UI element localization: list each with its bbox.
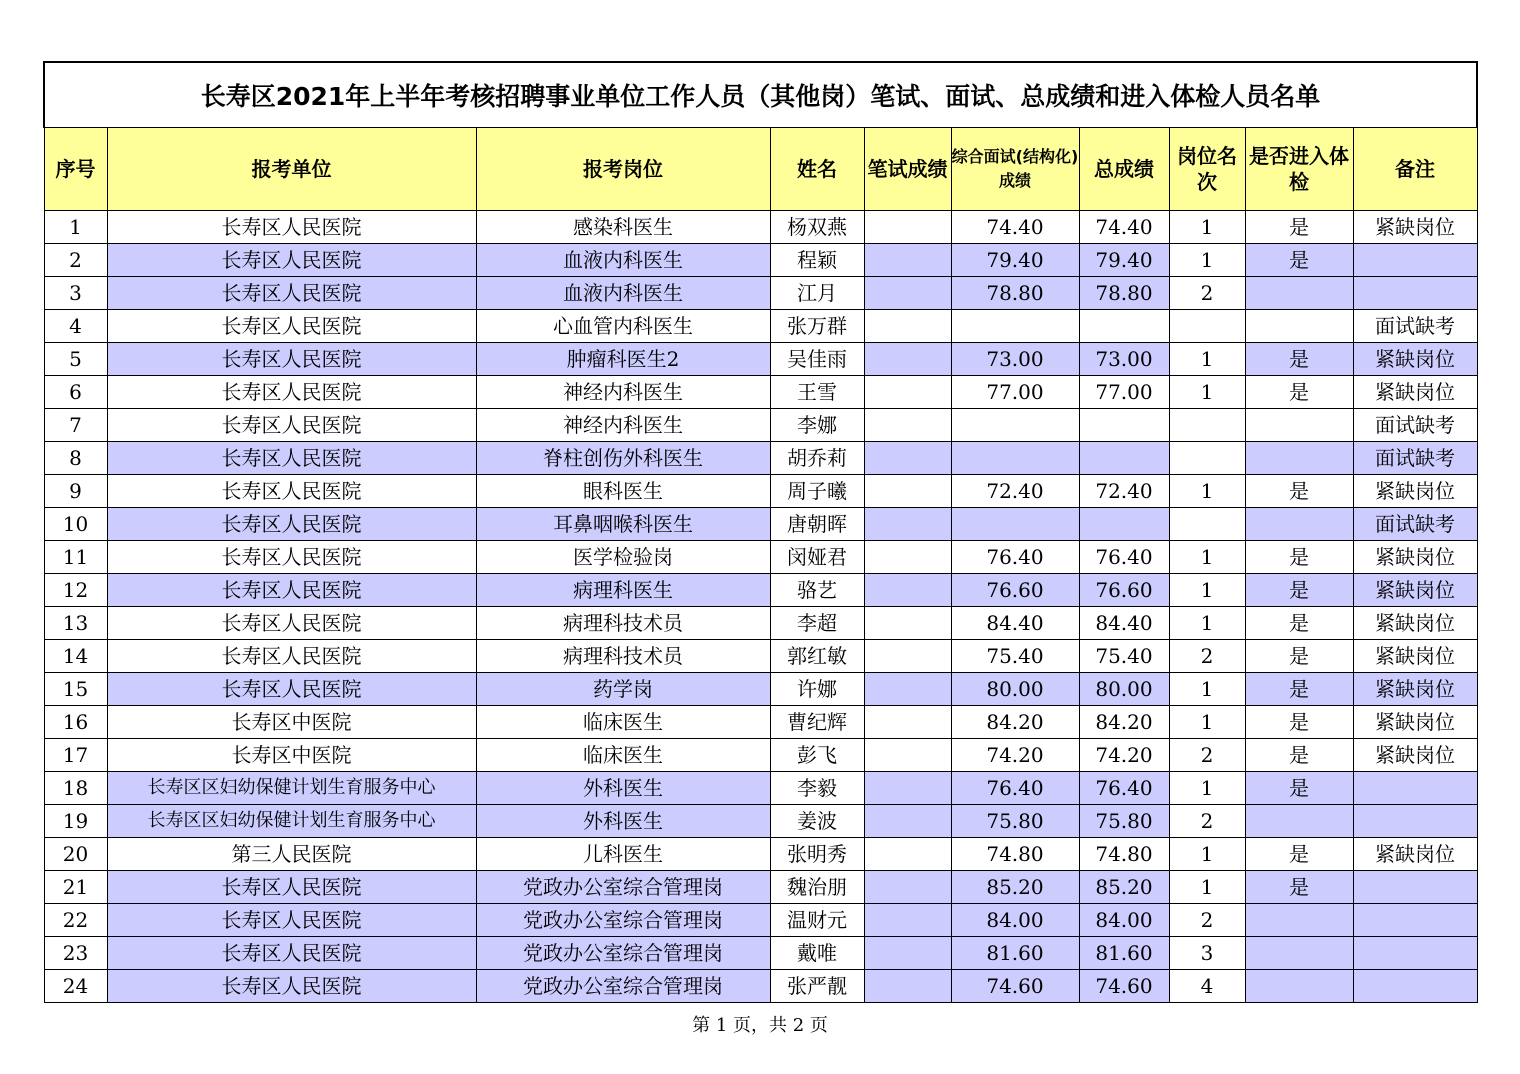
table-row (44, 211, 1477, 244)
cell-written (864, 607, 951, 640)
results-sheet (43, 61, 1476, 1003)
cell-name: 张明秀 (770, 838, 864, 871)
cell-name: 温财元 (770, 904, 864, 937)
cell-rank: 2 (1169, 904, 1245, 937)
cell-note (1353, 805, 1477, 838)
cell-note: 紧缺岗位 (1353, 739, 1477, 772)
cell-total: 80.00 (1079, 673, 1169, 706)
cell-exam: 是 (1245, 376, 1353, 409)
cell-rank: 1 (1169, 376, 1245, 409)
cell-no: 3 (44, 277, 107, 310)
cell-interview: 75.40 (951, 640, 1079, 673)
cell-no: 5 (44, 343, 107, 376)
cell-name: 魏治朋 (770, 871, 864, 904)
cell-unit: 长寿区人民医院 (107, 409, 476, 442)
cell-rank (1169, 310, 1245, 343)
cell-post: 感染科医生 (476, 211, 770, 244)
col-header-post: 报考岗位 (476, 128, 770, 211)
cell-total: 74.60 (1079, 970, 1169, 1003)
cell-note (1353, 970, 1477, 1003)
table-row (44, 376, 1477, 409)
cell-post: 肿瘤科医生2 (476, 343, 770, 376)
cell-unit: 长寿区人民医院 (107, 244, 476, 277)
cell-written (864, 805, 951, 838)
cell-interview: 76.40 (951, 772, 1079, 805)
table-row (44, 574, 1477, 607)
cell-note (1353, 772, 1477, 805)
cell-interview: 74.20 (951, 739, 1079, 772)
cell-exam (1245, 310, 1353, 343)
cell-total: 74.40 (1079, 211, 1169, 244)
cell-total: 81.60 (1079, 937, 1169, 970)
cell-no: 6 (44, 376, 107, 409)
cell-no: 4 (44, 310, 107, 343)
cell-total: 76.40 (1079, 541, 1169, 574)
cell-post: 党政办公室综合管理岗 (476, 937, 770, 970)
header-row (44, 128, 1477, 211)
cell-interview: 72.40 (951, 475, 1079, 508)
results-table (43, 61, 1478, 1003)
table-row (44, 475, 1477, 508)
cell-name: 胡乔莉 (770, 442, 864, 475)
cell-rank: 3 (1169, 937, 1245, 970)
table-row (44, 904, 1477, 937)
cell-note: 紧缺岗位 (1353, 475, 1477, 508)
cell-written (864, 310, 951, 343)
cell-unit: 长寿区人民医院 (107, 937, 476, 970)
cell-rank: 1 (1169, 607, 1245, 640)
cell-interview: 73.00 (951, 343, 1079, 376)
cell-note: 紧缺岗位 (1353, 706, 1477, 739)
cell-rank: 1 (1169, 673, 1245, 706)
cell-written (864, 211, 951, 244)
cell-written (864, 937, 951, 970)
cell-name: 张严靓 (770, 970, 864, 1003)
cell-unit: 长寿区人民医院 (107, 442, 476, 475)
col-header-unit: 报考单位 (107, 128, 476, 211)
cell-name: 唐朝晖 (770, 508, 864, 541)
cell-rank: 1 (1169, 211, 1245, 244)
cell-total: 85.20 (1079, 871, 1169, 904)
cell-exam (1245, 508, 1353, 541)
cell-interview (951, 310, 1079, 343)
cell-post: 药学岗 (476, 673, 770, 706)
table-row (44, 673, 1477, 706)
cell-no: 15 (44, 673, 107, 706)
cell-note (1353, 244, 1477, 277)
cell-name: 周子曦 (770, 475, 864, 508)
cell-no: 17 (44, 739, 107, 772)
cell-note: 面试缺考 (1353, 409, 1477, 442)
cell-post: 外科医生 (476, 805, 770, 838)
cell-total (1079, 442, 1169, 475)
table-row (44, 838, 1477, 871)
cell-post: 病理科医生 (476, 574, 770, 607)
col-header-note: 备注 (1353, 128, 1477, 211)
cell-total: 76.60 (1079, 574, 1169, 607)
col-header-rank: 岗位名次 (1169, 128, 1245, 211)
cell-rank: 1 (1169, 706, 1245, 739)
cell-total (1079, 508, 1169, 541)
cell-post: 耳鼻咽喉科医生 (476, 508, 770, 541)
col-header-no: 序号 (44, 128, 107, 211)
cell-exam (1245, 277, 1353, 310)
cell-written (864, 475, 951, 508)
cell-post: 外科医生 (476, 772, 770, 805)
cell-post: 党政办公室综合管理岗 (476, 970, 770, 1003)
page-footer: 第 1 页，共 2 页 (692, 1015, 828, 1036)
cell-post: 神经内科医生 (476, 376, 770, 409)
cell-rank (1169, 508, 1245, 541)
page-title: 长寿区2021年上半年考核招聘事业单位工作人员（其他岗）笔试、面试、总成绩和进入体检人员名单 (44, 62, 1477, 128)
table-row (44, 442, 1477, 475)
cell-interview: 80.00 (951, 673, 1079, 706)
cell-unit: 长寿区人民医院 (107, 475, 476, 508)
cell-written (864, 904, 951, 937)
cell-name: 吴佳雨 (770, 343, 864, 376)
cell-note: 面试缺考 (1353, 442, 1477, 475)
cell-note: 紧缺岗位 (1353, 640, 1477, 673)
cell-unit: 长寿区人民医院 (107, 871, 476, 904)
cell-written (864, 277, 951, 310)
cell-exam (1245, 805, 1353, 838)
cell-unit: 长寿区人民医院 (107, 904, 476, 937)
cell-no: 8 (44, 442, 107, 475)
cell-name: 闵娅君 (770, 541, 864, 574)
cell-no: 22 (44, 904, 107, 937)
cell-unit: 长寿区人民医院 (107, 508, 476, 541)
table-row (44, 772, 1477, 805)
cell-note: 面试缺考 (1353, 310, 1477, 343)
cell-note: 紧缺岗位 (1353, 343, 1477, 376)
cell-post: 临床医生 (476, 739, 770, 772)
cell-interview: 84.00 (951, 904, 1079, 937)
cell-interview: 84.40 (951, 607, 1079, 640)
cell-interview (951, 442, 1079, 475)
cell-written (864, 640, 951, 673)
cell-no: 2 (44, 244, 107, 277)
cell-unit: 长寿区中医院 (107, 706, 476, 739)
cell-unit: 长寿区人民医院 (107, 310, 476, 343)
cell-interview: 79.40 (951, 244, 1079, 277)
cell-post: 神经内科医生 (476, 409, 770, 442)
cell-note: 紧缺岗位 (1353, 673, 1477, 706)
cell-exam: 是 (1245, 673, 1353, 706)
cell-written (864, 541, 951, 574)
cell-unit: 长寿区人民医院 (107, 343, 476, 376)
cell-unit: 长寿区人民医院 (107, 673, 476, 706)
cell-written (864, 739, 951, 772)
cell-written (864, 376, 951, 409)
cell-exam (1245, 970, 1353, 1003)
cell-no: 9 (44, 475, 107, 508)
cell-written (864, 244, 951, 277)
table-row (44, 343, 1477, 376)
cell-interview: 74.40 (951, 211, 1079, 244)
cell-post: 儿科医生 (476, 838, 770, 871)
cell-no: 20 (44, 838, 107, 871)
cell-interview: 78.80 (951, 277, 1079, 310)
cell-exam: 是 (1245, 640, 1353, 673)
cell-unit: 长寿区中医院 (107, 739, 476, 772)
cell-post: 病理科技术员 (476, 607, 770, 640)
cell-unit: 长寿区人民医院 (107, 541, 476, 574)
cell-rank: 1 (1169, 244, 1245, 277)
cell-name: 彭飞 (770, 739, 864, 772)
cell-unit: 长寿区人民医院 (107, 376, 476, 409)
table-row (44, 244, 1477, 277)
cell-written (864, 442, 951, 475)
cell-interview: 74.80 (951, 838, 1079, 871)
cell-note: 紧缺岗位 (1353, 376, 1477, 409)
cell-post: 脊柱创伤外科医生 (476, 442, 770, 475)
cell-unit: 长寿区人民医院 (107, 607, 476, 640)
cell-name: 李超 (770, 607, 864, 640)
cell-note: 紧缺岗位 (1353, 574, 1477, 607)
cell-interview: 85.20 (951, 871, 1079, 904)
cell-unit: 长寿区人民医院 (107, 640, 476, 673)
table-row (44, 739, 1477, 772)
cell-written (864, 706, 951, 739)
cell-name: 李娜 (770, 409, 864, 442)
table-row (44, 970, 1477, 1003)
cell-no: 11 (44, 541, 107, 574)
cell-interview: 76.60 (951, 574, 1079, 607)
cell-total: 74.80 (1079, 838, 1169, 871)
cell-no: 13 (44, 607, 107, 640)
cell-rank: 2 (1169, 739, 1245, 772)
cell-rank: 1 (1169, 343, 1245, 376)
table-row (44, 871, 1477, 904)
table-row (44, 706, 1477, 739)
cell-note: 紧缺岗位 (1353, 607, 1477, 640)
cell-post: 医学检验岗 (476, 541, 770, 574)
col-header-name: 姓名 (770, 128, 864, 211)
cell-total: 84.00 (1079, 904, 1169, 937)
cell-interview: 77.00 (951, 376, 1079, 409)
table-row (44, 607, 1477, 640)
cell-written (864, 574, 951, 607)
cell-note (1353, 871, 1477, 904)
table-row (44, 310, 1477, 343)
cell-no: 18 (44, 772, 107, 805)
cell-post: 临床医生 (476, 706, 770, 739)
cell-name: 张万群 (770, 310, 864, 343)
cell-written (864, 970, 951, 1003)
cell-name: 程颖 (770, 244, 864, 277)
cell-interview (951, 508, 1079, 541)
cell-exam: 是 (1245, 739, 1353, 772)
cell-unit: 第三人民医院 (107, 838, 476, 871)
cell-no: 24 (44, 970, 107, 1003)
cell-total: 84.40 (1079, 607, 1169, 640)
cell-note: 紧缺岗位 (1353, 838, 1477, 871)
cell-exam: 是 (1245, 541, 1353, 574)
cell-post: 血液内科医生 (476, 277, 770, 310)
cell-post: 党政办公室综合管理岗 (476, 904, 770, 937)
cell-rank: 1 (1169, 871, 1245, 904)
table-row (44, 640, 1477, 673)
table-row (44, 277, 1477, 310)
cell-name: 许娜 (770, 673, 864, 706)
cell-no: 10 (44, 508, 107, 541)
cell-note (1353, 904, 1477, 937)
cell-total (1079, 409, 1169, 442)
cell-unit: 长寿区区妇幼保健计划生育服务中心 (107, 805, 476, 838)
cell-exam: 是 (1245, 475, 1353, 508)
cell-exam: 是 (1245, 706, 1353, 739)
cell-no: 19 (44, 805, 107, 838)
cell-total: 73.00 (1079, 343, 1169, 376)
cell-rank: 1 (1169, 541, 1245, 574)
cell-exam: 是 (1245, 772, 1353, 805)
cell-no: 23 (44, 937, 107, 970)
cell-post: 眼科医生 (476, 475, 770, 508)
cell-written (864, 772, 951, 805)
cell-note: 紧缺岗位 (1353, 211, 1477, 244)
cell-interview: 75.80 (951, 805, 1079, 838)
cell-total: 84.20 (1079, 706, 1169, 739)
cell-no: 14 (44, 640, 107, 673)
cell-note: 紧缺岗位 (1353, 541, 1477, 574)
cell-exam (1245, 442, 1353, 475)
cell-unit: 长寿区人民医院 (107, 970, 476, 1003)
cell-no: 16 (44, 706, 107, 739)
cell-exam (1245, 409, 1353, 442)
cell-name: 戴唯 (770, 937, 864, 970)
col-header-interview: 综合面试(结构化)成绩 (951, 128, 1079, 211)
cell-interview (951, 409, 1079, 442)
cell-total: 76.40 (1079, 772, 1169, 805)
cell-rank: 4 (1169, 970, 1245, 1003)
col-header-exam: 是否进入体检 (1245, 128, 1353, 211)
cell-exam: 是 (1245, 574, 1353, 607)
cell-total: 77.00 (1079, 376, 1169, 409)
cell-exam (1245, 904, 1353, 937)
table-row (44, 937, 1477, 970)
cell-interview: 84.20 (951, 706, 1079, 739)
cell-written (864, 673, 951, 706)
cell-rank: 2 (1169, 640, 1245, 673)
cell-name: 曹纪辉 (770, 706, 864, 739)
table-row (44, 508, 1477, 541)
cell-exam: 是 (1245, 211, 1353, 244)
cell-rank: 1 (1169, 574, 1245, 607)
table-row (44, 409, 1477, 442)
col-header-written: 笔试成绩 (864, 128, 951, 211)
cell-exam: 是 (1245, 607, 1353, 640)
cell-exam (1245, 937, 1353, 970)
cell-unit: 长寿区人民医院 (107, 277, 476, 310)
cell-unit: 长寿区人民医院 (107, 211, 476, 244)
cell-rank (1169, 409, 1245, 442)
cell-post: 病理科技术员 (476, 640, 770, 673)
cell-name: 杨双燕 (770, 211, 864, 244)
cell-note (1353, 937, 1477, 970)
cell-name: 王雪 (770, 376, 864, 409)
cell-total: 78.80 (1079, 277, 1169, 310)
cell-total: 79.40 (1079, 244, 1169, 277)
cell-rank: 1 (1169, 475, 1245, 508)
cell-post: 血液内科医生 (476, 244, 770, 277)
cell-exam: 是 (1245, 244, 1353, 277)
cell-interview: 74.60 (951, 970, 1079, 1003)
cell-rank: 2 (1169, 277, 1245, 310)
cell-rank: 1 (1169, 772, 1245, 805)
cell-name: 江月 (770, 277, 864, 310)
cell-written (864, 871, 951, 904)
cell-total: 72.40 (1079, 475, 1169, 508)
cell-exam: 是 (1245, 838, 1353, 871)
cell-written (864, 838, 951, 871)
table-body (44, 211, 1477, 1003)
cell-exam: 是 (1245, 343, 1353, 376)
cell-rank: 1 (1169, 838, 1245, 871)
cell-rank: 2 (1169, 805, 1245, 838)
cell-interview: 76.40 (951, 541, 1079, 574)
cell-name: 姜波 (770, 805, 864, 838)
cell-no: 1 (44, 211, 107, 244)
cell-note (1353, 277, 1477, 310)
cell-interview: 81.60 (951, 937, 1079, 970)
cell-name: 郭红敏 (770, 640, 864, 673)
cell-written (864, 343, 951, 376)
cell-exam: 是 (1245, 871, 1353, 904)
cell-post: 党政办公室综合管理岗 (476, 871, 770, 904)
cell-total (1079, 310, 1169, 343)
cell-post: 心血管内科医生 (476, 310, 770, 343)
table-row (44, 805, 1477, 838)
cell-total: 74.20 (1079, 739, 1169, 772)
cell-unit: 长寿区人民医院 (107, 574, 476, 607)
cell-no: 7 (44, 409, 107, 442)
cell-written (864, 409, 951, 442)
cell-name: 李毅 (770, 772, 864, 805)
table-row (44, 541, 1477, 574)
cell-total: 75.40 (1079, 640, 1169, 673)
cell-note: 面试缺考 (1353, 508, 1477, 541)
cell-name: 骆艺 (770, 574, 864, 607)
col-header-total: 总成绩 (1079, 128, 1169, 211)
cell-rank (1169, 442, 1245, 475)
cell-no: 21 (44, 871, 107, 904)
cell-written (864, 508, 951, 541)
cell-unit: 长寿区区妇幼保健计划生育服务中心 (107, 772, 476, 805)
cell-no: 12 (44, 574, 107, 607)
cell-total: 75.80 (1079, 805, 1169, 838)
